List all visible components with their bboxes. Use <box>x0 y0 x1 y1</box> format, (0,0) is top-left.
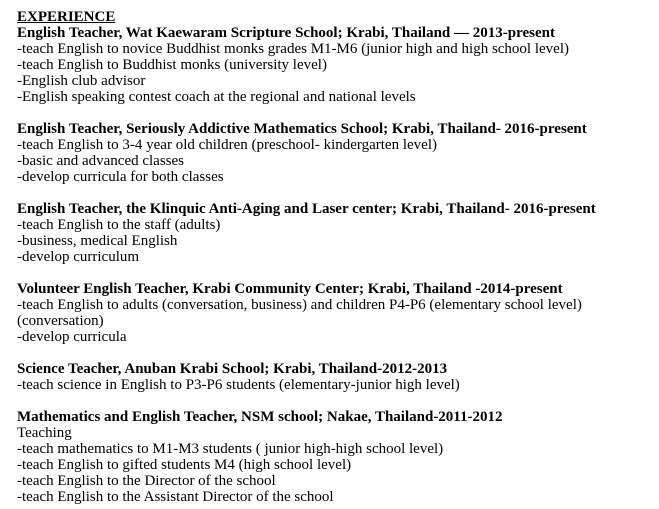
job-section <box>17 25 651 105</box>
job-detail-line: -business, medical English <box>17 233 178 249</box>
job-detail-line: -develop curricula <box>17 329 127 345</box>
job-detail-line: -develop curriculum <box>17 249 140 265</box>
job-heading: English Teacher, Seriously Addictive Mathematics School; Krabi, Thailand- 2016-present <box>17 121 587 137</box>
job-section <box>17 201 651 265</box>
job-detail-line: -English speaking contest coach at the regional and national levels <box>17 89 416 105</box>
job-heading: English Teacher, Wat Kaewaram Scripture School; Krabi, Thailand — 2013-present <box>17 25 555 41</box>
experience-section-title: EXPERIENCE <box>17 9 116 25</box>
job-section <box>17 281 651 345</box>
job-detail-line: -basic and advanced classes <box>17 153 185 169</box>
job-section <box>17 361 651 393</box>
job-detail-line: -teach English to Buddhist monks (university level) <box>17 57 327 73</box>
job-detail-line: -teach science in English to P3-P6 students (elementary-junior high level) <box>17 377 460 393</box>
job-detail-line: -teach English to the Director of the school <box>17 473 276 489</box>
job-detail-line: -teach English to novice Buddhist monks grades M1-M6 (junior high and high school level) <box>17 41 569 57</box>
job-detail-line: -teach English to 3-4 year old children (preschool- kindergarten level) <box>17 137 437 153</box>
job-detail-line: -teach English to the staff (adults) <box>17 217 221 233</box>
job-section <box>17 121 651 185</box>
experience-jobs <box>17 25 651 505</box>
job-detail-line: -teach mathematics to M1-M3 students ( junior high-high school level) <box>17 441 444 457</box>
job-detail-line: -English club advisor <box>17 73 146 89</box>
job-heading: Mathematics and English Teacher, NSM school; Nakae, Thailand-2011-2012 <box>17 409 503 425</box>
job-heading: English Teacher, the Klinquic Anti-Aging and Laser center; Krabi, Thailand- 2016-present <box>17 201 596 217</box>
job-heading: Volunteer English Teacher, Krabi Community Center; Krabi, Thailand -2014-present <box>17 281 563 297</box>
job-detail-line: (conversation) <box>17 313 104 329</box>
job-detail-line: -teach English to gifted students M4 (high school level) <box>17 457 352 473</box>
job-detail-line: -develop curricula for both classes <box>17 169 224 185</box>
job-heading: Science Teacher, Anuban Krabi School; Krabi, Thailand-2012-2013 <box>17 361 448 377</box>
job-detail-line: Teaching <box>17 425 72 441</box>
job-detail-line: -teach English to adults (conversation, business) and children P4-P6 (elementary school level) <box>17 297 582 313</box>
job-detail-line: -teach English to the Assistant Director of the school <box>17 489 334 505</box>
job-section <box>17 409 651 505</box>
